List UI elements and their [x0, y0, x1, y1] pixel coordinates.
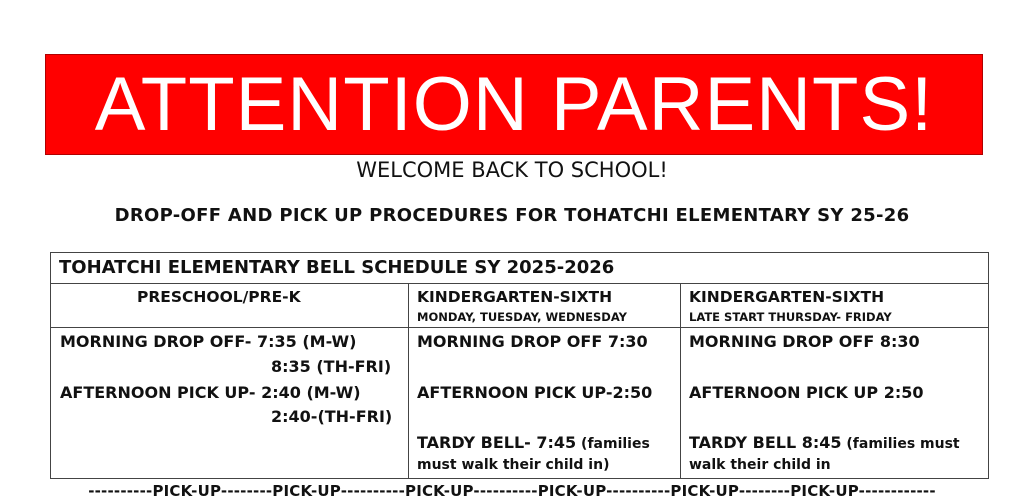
k6-thf-pick-up: AFTERNOON PICK UP 2:50 [689, 383, 924, 402]
k6-mtw-tardy [417, 433, 650, 452]
column-divider [408, 283, 409, 479]
table-divider [51, 283, 988, 284]
bell-schedule-table [50, 252, 989, 479]
k6-mtw-tardy-note-2: must walk their child in) [417, 457, 610, 473]
k6-mtw-tardy-time: TARDY BELL- 7:45 [417, 433, 577, 452]
table-title: TOHATCHI ELEMENTARY BELL SCHEDULE SY 2025-2026 [59, 257, 615, 278]
k6-mtw-drop-off: MORNING DROP OFF 7:30 [417, 332, 648, 351]
k6-mtw-days: MONDAY, TUESDAY, WEDNESDAY [417, 310, 627, 324]
table-divider [51, 327, 988, 328]
preschool-drop-off-late: 8:35 (TH-FRI) [271, 357, 392, 376]
pick-up-footer: ----------PICK-UP--------PICK-UP----------PICK-UP----------PICK-UP----------PICK-UP--------PICK-UP------------ [88, 482, 936, 500]
attention-banner [45, 54, 983, 155]
welcome-message: WELCOME BACK TO SCHOOL! [356, 158, 668, 182]
preschool-pick-up-late: 2:40-(TH-FRI) [271, 407, 393, 426]
k6-thf-tardy-note: (families must [841, 436, 960, 452]
k6-mtw-tardy-note: (families [576, 436, 650, 452]
k6-thf-days: LATE START THURSDAY- FRIDAY [689, 310, 892, 324]
k6-thf-tardy-time: TARDY BELL 8:45 [689, 433, 842, 452]
k6-thf-header: KINDERGARTEN-SIXTH [689, 288, 885, 306]
k6-thf-drop-off: MORNING DROP OFF 8:30 [689, 332, 920, 351]
preschool-pick-up: AFTERNOON PICK UP- 2:40 (M-W) [60, 383, 361, 402]
preschool-drop-off: MORNING DROP OFF- 7:35 (M-W) [60, 332, 357, 351]
procedures-heading: DROP-OFF AND PICK UP PROCEDURES FOR TOHATCHI ELEMENTARY SY 25-26 [114, 205, 910, 226]
k6-mtw-header: KINDERGARTEN-SIXTH [417, 288, 613, 306]
banner-title: ATTENTION PARENTS! [94, 62, 934, 147]
preschool-header: PRESCHOOL/PRE-K [137, 288, 301, 306]
column-divider [680, 283, 681, 479]
k6-thf-tardy-note-2: walk their child in [689, 457, 831, 473]
k6-mtw-pick-up: AFTERNOON PICK UP-2:50 [417, 383, 653, 402]
k6-thf-tardy [689, 433, 960, 452]
